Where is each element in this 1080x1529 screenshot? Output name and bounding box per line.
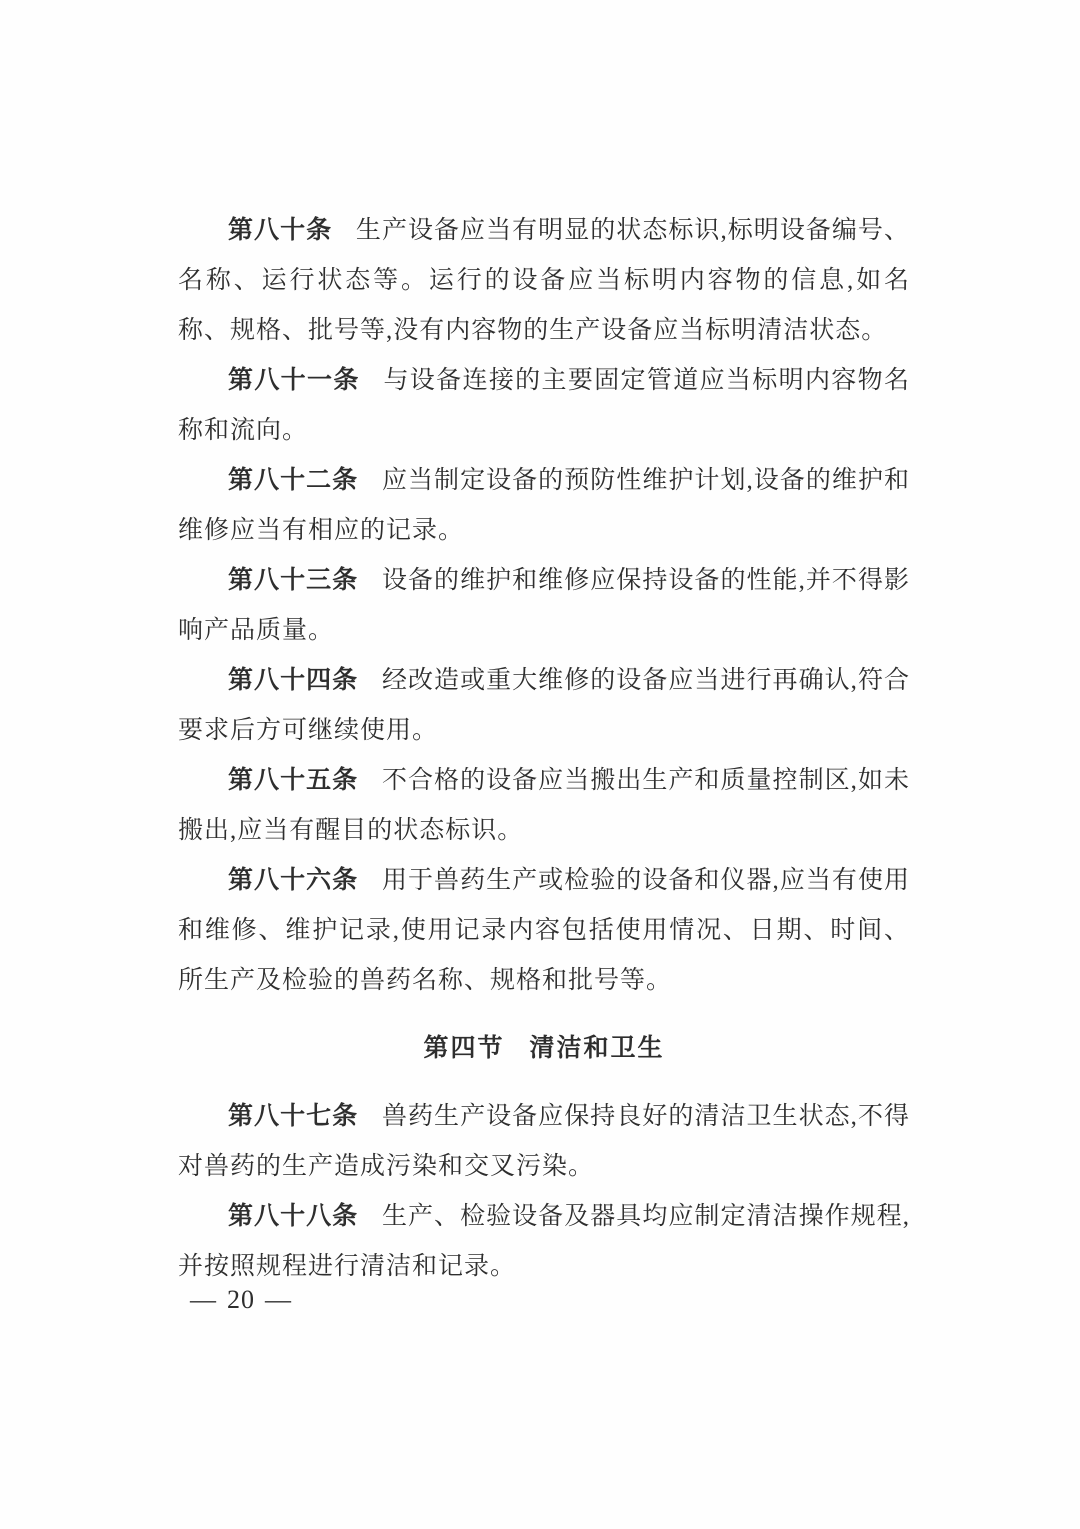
article-88-text: 生产、检验设备及器具均应制定清洁操作规程,并按照规程进行清洁和记录。 — [178, 1203, 910, 1280]
article-86 — [178, 856, 910, 1006]
article-85-number: 第八十五条 — [228, 767, 359, 794]
footer-right-dash: — — [265, 1285, 292, 1314]
article-88-number: 第八十八条 — [228, 1203, 359, 1230]
article-80-number: 第八十条 — [228, 217, 333, 244]
article-86-text: 用于兽药生产或检验的设备和仪器,应当有使用和维修、维护记录,使用记录内容包括使用情况、日期、时间、所生产及检验的兽药名称、规格和批号等。 — [178, 867, 910, 994]
article-83-text: 设备的维护和维修应保持设备的性能,并不得影响产品质量。 — [178, 567, 910, 644]
article-81 — [178, 356, 910, 456]
article-85 — [178, 756, 910, 856]
article-85-text: 不合格的设备应当搬出生产和质量控制区,如未搬出,应当有醒目的状态标识。 — [178, 767, 910, 844]
article-86-number: 第八十六条 — [228, 867, 359, 894]
article-87 — [178, 1092, 910, 1192]
article-84-text: 经改造或重大维修的设备应当进行再确认,符合要求后方可继续使用。 — [178, 667, 910, 744]
article-83-number: 第八十三条 — [228, 567, 359, 594]
page-footer — [180, 1283, 302, 1317]
article-87-text: 兽药生产设备应保持良好的清洁卫生状态,不得对兽药的生产造成污染和交叉污染。 — [178, 1103, 910, 1180]
article-88 — [178, 1192, 910, 1292]
section-label: 第四节 — [423, 1035, 505, 1062]
page-number: 20 — [227, 1285, 255, 1314]
article-81-text: 与设备连接的主要固定管道应当标明内容物名称和流向。 — [178, 367, 910, 444]
article-84-number: 第八十四条 — [228, 667, 359, 694]
article-82-number: 第八十二条 — [228, 467, 359, 494]
footer-left-dash: — — [190, 1285, 217, 1314]
article-87-number: 第八十七条 — [228, 1103, 359, 1130]
article-80 — [178, 206, 910, 356]
article-83 — [178, 556, 910, 656]
section-header — [178, 1024, 910, 1074]
article-84 — [178, 656, 910, 756]
article-81-number: 第八十一条 — [228, 367, 360, 394]
section-title: 清洁和卫生 — [529, 1035, 665, 1062]
document-body — [178, 206, 910, 1292]
article-82-text: 应当制定设备的预防性维护计划,设备的维护和维修应当有相应的记录。 — [178, 467, 910, 544]
article-80-text: 生产设备应当有明显的状态标识,标明设备编号、名称、运行状态等。运行的设备应当标明内容物的信息,如名称、规格、批号等,没有内容物的生产设备应当标明清洁状态。 — [178, 217, 910, 344]
article-82 — [178, 456, 910, 556]
